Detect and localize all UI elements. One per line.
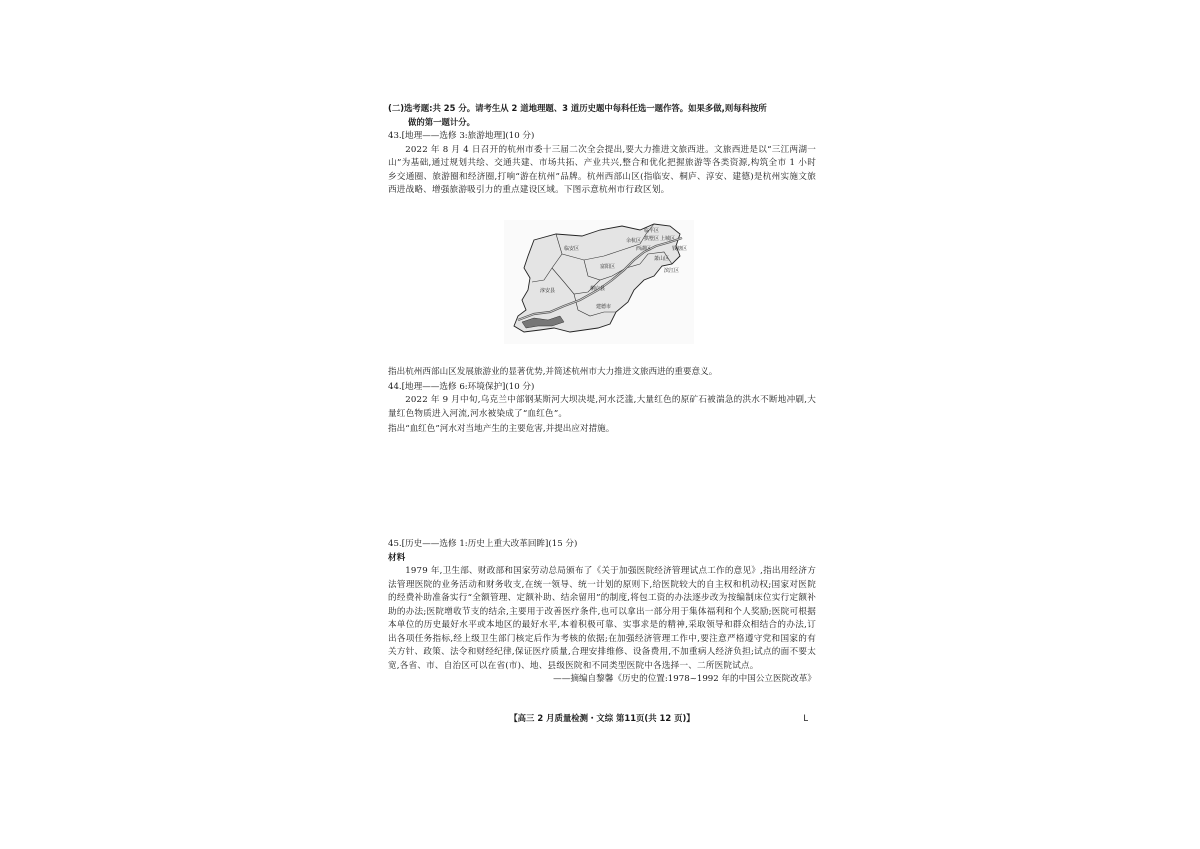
label-xiaoshan: 萧山区 (654, 256, 670, 262)
question-44-block (388, 364, 816, 437)
label-chunan: 淳安县 (540, 288, 556, 294)
label-binjiang: 滨江区 (664, 268, 680, 274)
label-tonglu: 桐庐县 (590, 286, 606, 292)
question-44-title: 44.[地理——选修 6:环境保护](10 分) (388, 381, 535, 392)
label-linan: 临安区 (564, 246, 580, 252)
question-44-ask: 指出“血红色”河水对当地产生的主要危害,并提出应对措施。 (388, 424, 615, 434)
label-shangcheng: 上城区 (660, 236, 676, 242)
material-label: 材料 (388, 552, 406, 563)
section-header (388, 102, 816, 129)
question-44-passage: 2022 年 9 月中旬,乌克兰中部钢某斯河大坝决堤,河水泛滥,大量红色的原矿石被湍急的洪水不断地冲刷,大量红色物质进入河流,河水被染成了“血红色”。 (388, 395, 816, 419)
label-linping: 临平区 (644, 228, 660, 234)
section-header-line1: (二)选考题:共 25 分。请考生从 2 道地理题、3 道历史题中每科任选一题作答。如果多做,则每科按所 (388, 103, 767, 113)
page-footer: 【高三 2 月质量检测・文综 第11页(共 12 页)】 (509, 713, 695, 723)
question-43-ask: 指出杭州西部山区发展旅游业的显著优势,并简述杭州市大力推进文旅西进的重要意义。 (388, 367, 718, 377)
material-source: ——摘编自黎馨《历史的位置:1978~1992 年的中国公立医院改革》 (553, 674, 816, 684)
section-header-line2: 做的第一题计分。 (408, 116, 475, 127)
question-45-block (388, 537, 816, 687)
question-45-material: 1979 年,卫生部、财政部和国家劳动总局颁布了《关于加强医院经济管理试点工作的意见》,指出用经济方法管理医院的业务活动和财务收支,在统一领导、统一计划的原则下,给医院较大的自主权和机动权;国家对医院的经费补助准备实行“全额管理、定额补助、结余留用”的制度,将包工资的办法逐步改为按编制床位实行定额补助的办法;医院增收节支的结余,主要用于改善医疗条件,也可以拿出一部分用于集体福利和个人奖励;医院可根据本单位的历史最好水平或本地区的最好水平,本着积极可靠、实事求是的精神,采取领导和群众相结合的办法,订出各项任务指标,经上级卫生部门核定后作为考核的依据;在加强经济管理工作中,要注意严格遵守党和国家的有关方针、政策、法令和财经纪律,保证医疗质量,合理安排维修、设备费用,不加重病人经济负担;试点的面不要太宽,各省、市、自治区可以在省(市)、地、县级医院和不同类型医院中各选择一、二所医院试点。 (388, 566, 816, 671)
label-xihu: 西湖区 (636, 246, 652, 252)
question-43-passage: 2022 年 8 月 4 日召开的杭州市委十三届二次全会提出,要大力推进文旅西进。文旅西进是以“三江两湖一山”为基础,通过规划共绘、交通共建、市场共拓、产业共兴,整合和优化把握旅游等各类资源,构筑全市 1 小时乡交通圈、旅游圈和经济圈,打响“游在杭州”品牌。杭州西部山区(指临安、桐庐、淳安、建德)是杭州实施文旅西进战略、增强旅游吸引力的重点建设区域。下图示意杭州市行政区划。 (388, 144, 816, 195)
label-yuhang: 余杭区 (626, 238, 642, 244)
question-45-title: 45.[历史——选修 1:历史上重大改革回眸](15 分) (388, 539, 578, 549)
label-gongshu: 拱墅区 (644, 236, 660, 242)
question-43-title: 43.[地理——选修 3:旅游地理](10 分) (388, 131, 535, 141)
exam-page (388, 102, 816, 732)
label-qiantang: 钱塘区 (672, 246, 688, 252)
label-fuyang: 富阳区 (600, 264, 616, 270)
section-2-block (388, 102, 816, 198)
label-jiande: 建德市 (596, 304, 612, 310)
footer-letter: L (803, 713, 808, 723)
map-figure (504, 220, 694, 344)
hangzhou-district-map (504, 220, 694, 344)
